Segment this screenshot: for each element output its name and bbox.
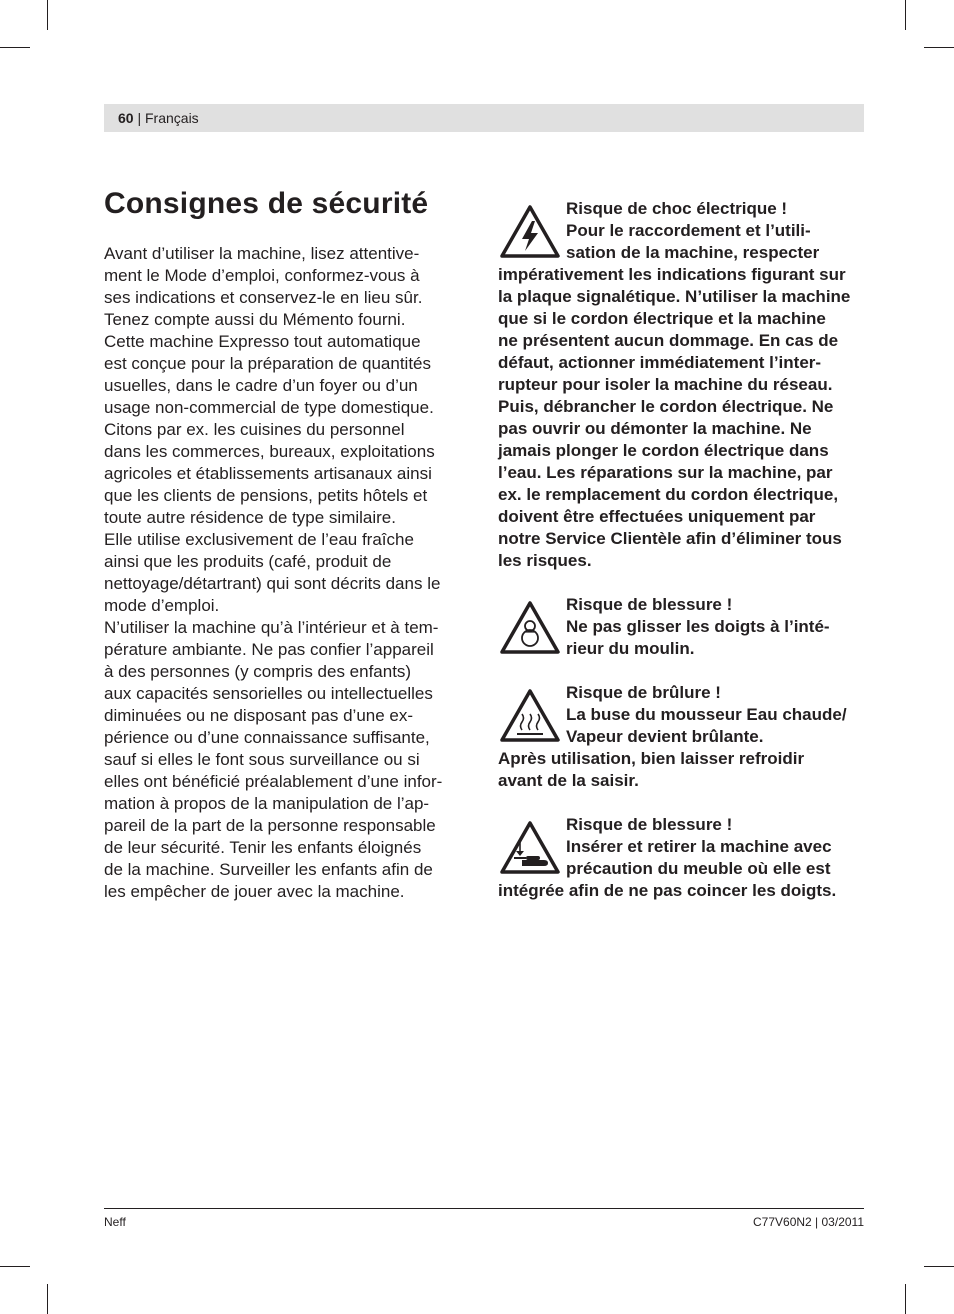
warning-heading: Risque de choc électrique ! [566,199,788,218]
crop-mark [905,0,906,30]
page-number: 60 [118,110,134,126]
warning-heading: Risque de blessure ! [566,815,733,834]
crop-mark [47,0,48,30]
warning-heading: Risque de blessure ! [566,595,733,614]
intro-column [104,243,476,903]
header-separator: | [133,110,145,126]
warning-text: Insérer et retirer la machine avec précaution du meuble où elle est intégrée afin de ne pas coincer les doigts. [498,837,837,900]
page-title: Consignes de sécurité [104,187,429,220]
crop-mark [47,1284,48,1314]
intro-paragraph: Elle utilise exclusivement de l’eau fraîche ainsi que les produits (café, produit de nettoyage/détartrant) qui sont décrits dans le mode d’emploi. [104,530,441,615]
footer-model-date: C77V60N2 | 03/2011 [753,1215,864,1229]
hot-surface-warning-icon [498,686,564,748]
intro-paragraph: N’utiliser la machine qu’à l’intérieur et à tem- pérature ambiante. Ne pas confier l’appareil à des personnes (y compris des enfants) aux capacités sensorielles ou intellectuelles diminuées ou ne disposant pas d’une ex- périence ou d’une connaissance suffisante, sauf si elles le font sous surveillance ou si elles ont bénéficié préalablement d’une infor- mation à propos de la manipulation de l’ap- pareil de la part de la personne responsable de leur sécurité. Tenir les enfants éloignés de la machine. Surveiller les enfants afin de les empêcher de jouer avec la machine. [104,618,443,901]
footer-rule [104,1208,864,1209]
header-language: Français [145,110,199,126]
warning-text: La buse du mousseur Eau chaude/ Vapeur devient brûlante. Après utilisation, bien laisser refroidir avant de la saisir. [498,705,847,790]
warning-electric-shock [498,198,866,572]
warning-hand-crush [498,814,866,902]
warning-grinder-injury [498,594,866,660]
page-header [104,104,864,132]
crop-mark [905,1284,906,1314]
crop-mark [0,47,30,48]
crop-mark [0,1266,30,1267]
warning-text: Ne pas glisser les doigts à l’inté- rieur du moulin. [566,617,830,658]
intro-paragraph: Avant d’utiliser la machine, lisez attentive- ment le Mode d’emploi, conformez-vous à ses indications et conservez-le en lieu sûr. Tenez compte aussi du Mémento fourni. [104,244,423,329]
grinder-injury-warning-icon [498,598,564,660]
crop-mark [924,1266,954,1267]
crop-mark [924,47,954,48]
footer-brand: Neff [104,1215,126,1229]
warning-heading: Risque de brûlure ! [566,683,721,702]
electric-shock-warning-icon [498,202,564,264]
hand-crush-warning-icon [498,818,564,880]
warning-text: Pour le raccordement et l’utili- sation de la machine, respecter impérativement les indications figurant sur la plaque signalétique. N’utiliser la machine que si le cordon électrique et la machine ne présentent aucun dommage. En cas de défaut, actionner immédiatement l’inter- rupteur pour isoler la machine du réseau. Puis, débrancher le cordon électrique. Ne pas ouvrir ou démonter la machine. Ne jamais plonger le cordon électrique dans l’eau. Les réparations sur la machine, par ex. le remplacement du cordon électrique, doivent être effectuées uniquement par notre Service Clientèle afin d’éliminer tous les risques. [498,221,851,570]
warnings-column [498,198,866,924]
warning-burn [498,682,866,792]
intro-paragraph: Cette machine Expresso tout automatique est conçue pour la préparation de quantités usuelles, dans le cadre d’un foyer ou d’un usage non-commercial de type domestique. Citons par ex. les cuisines du personnel dans les commerces, bureaux, exploitations agricoles et établissements artisanaux ainsi que les clients de pensions, petits hôtels et toute autre résidence de type similaire. [104,332,435,527]
